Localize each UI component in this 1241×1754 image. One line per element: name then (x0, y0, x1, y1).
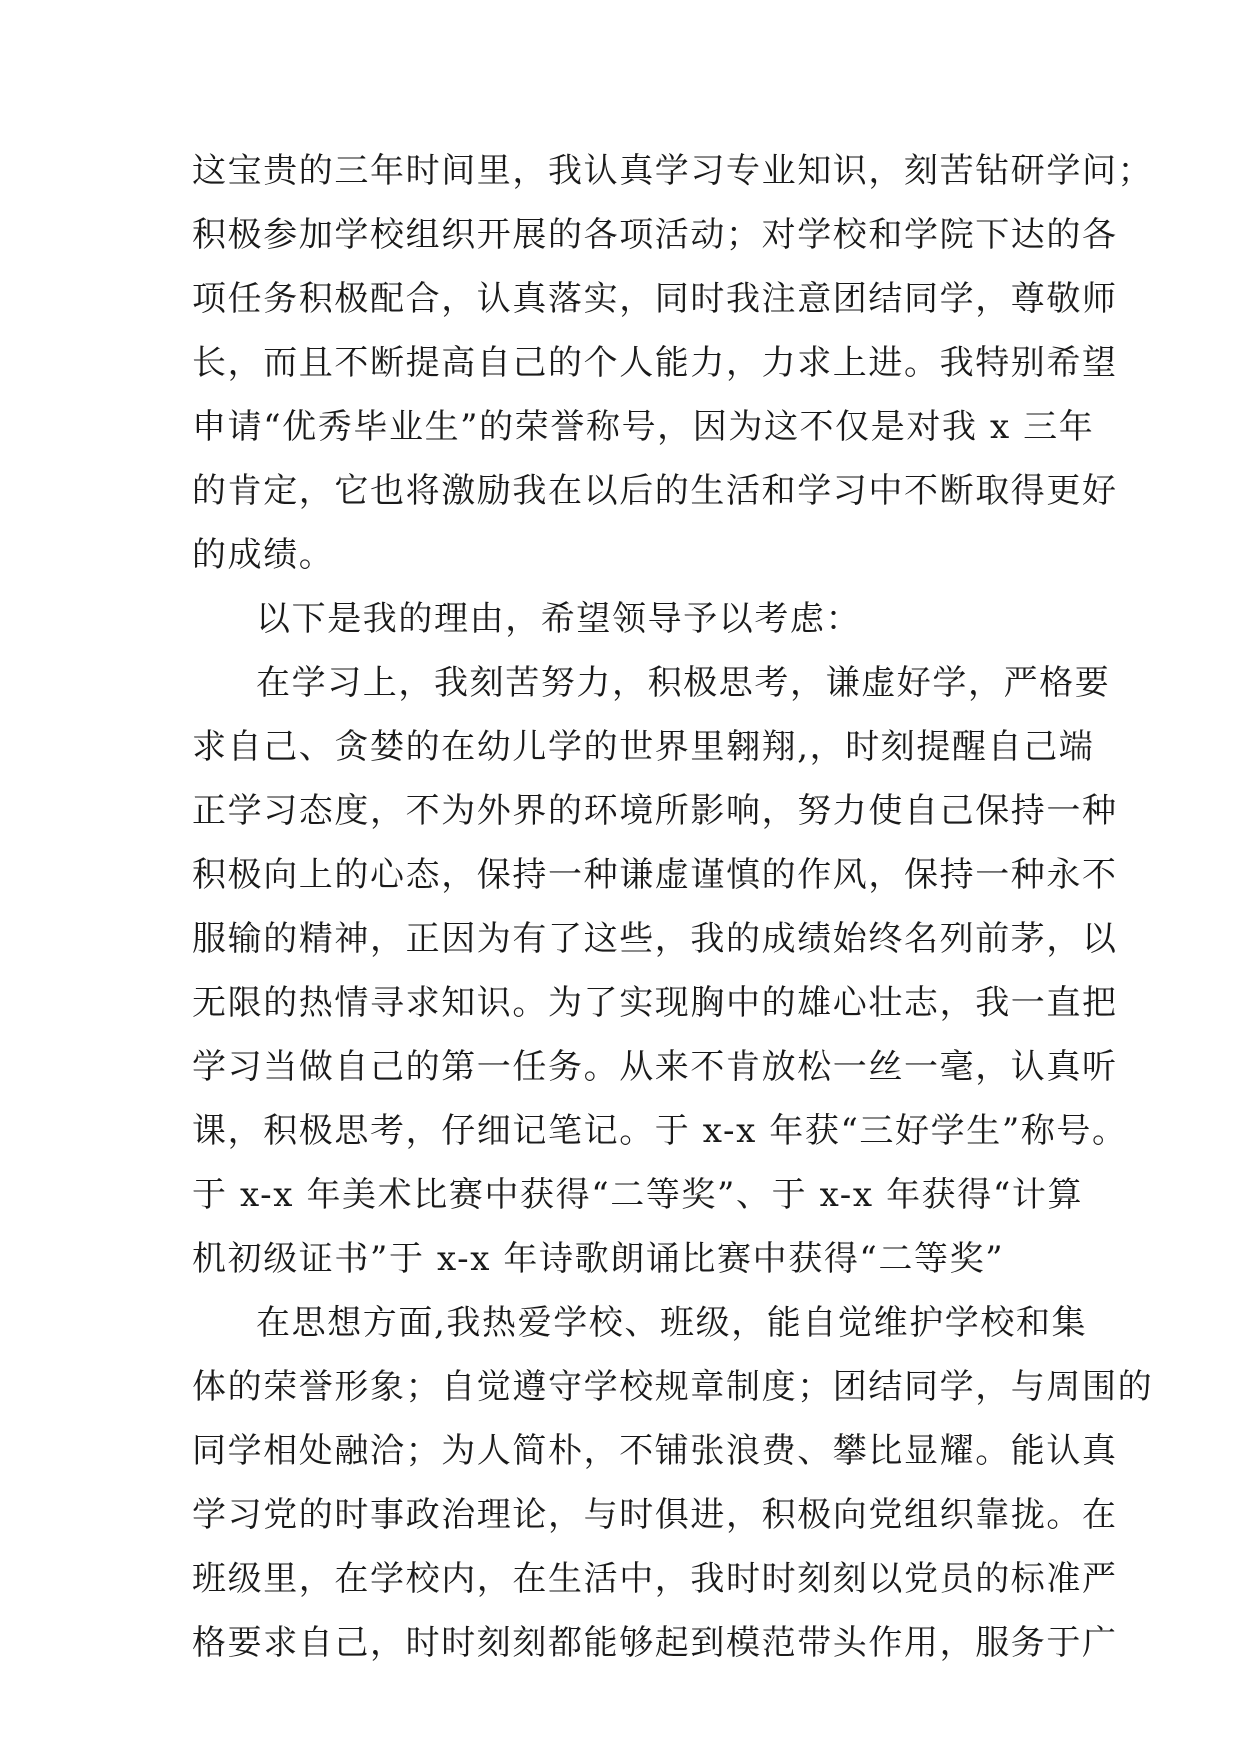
text-line: 的成绩。 (192, 535, 335, 575)
text-line: 求自己、贪婪的在幼儿学的世界里翱翔,，时刻提醒自己端 (192, 727, 1095, 767)
text-line: 长，而且不断提高自己的个人能力，力求上进。我特别希望 (192, 343, 1118, 383)
text-line: 班级里，在学校内，在生活中，我时时刻刻以党员的标准严 (192, 1559, 1118, 1599)
text-line: 课，积极思考，仔细记笔记。于 x-x 年获“三好学生”称号。 (192, 1111, 1128, 1151)
text-line: 申请“优秀毕业生”的荣誉称号，因为这不仅是对我 x 三年 (192, 407, 1095, 447)
text-line: 的肯定，它也将激励我在以后的生活和学习中不断取得更好 (192, 471, 1118, 511)
paragraph-intro: 以下是我的理由，希望领导予以考虑： (256, 599, 862, 639)
text-line: 积极参加学校组织开展的各项活动；对学校和学院下达的各 (192, 215, 1118, 255)
text-line: 同学相处融洽；为人简朴，不铺张浪费、攀比显耀。能认真 (192, 1431, 1118, 1471)
paragraph-study-start: 在学习上，我刻苦努力，积极思考，谦虚好学，严格要 (256, 663, 1111, 703)
text-line: 机初级证书”于 x-x 年诗歌朗诵比赛中获得“二等奖” (192, 1239, 1005, 1279)
text-line: 体的荣誉形象；自觉遵守学校规章制度；团结同学，与周围的 (192, 1367, 1154, 1407)
text-line: 服输的精神，正因为有了这些，我的成绩始终名列前茅，以 (192, 919, 1118, 959)
paragraph-thought-start: 在思想方面,我热爱学校、班级，能自觉维护学校和集 (256, 1303, 1088, 1343)
text-line: 项任务积极配合，认真落实，同时我注意团结同学，尊敬师 (192, 279, 1118, 319)
text-line: 积极向上的心态，保持一种谦虚谨慎的作风，保持一种永不 (192, 855, 1118, 895)
text-line: 于 x-x 年美术比赛中获得“二等奖”、于 x-x 年获得“计算 (192, 1175, 1084, 1215)
text-line: 格要求自己，时时刻刻都能够起到模范带头作用，服务于广 (192, 1623, 1118, 1663)
text-line: 学习党的时事政治理论，与时俱进，积极向党组织靠拢。在 (192, 1495, 1118, 1535)
text-line: 无限的热情寻求知识。为了实现胸中的雄心壮志，我一直把 (192, 983, 1118, 1023)
text-line: 学习当做自己的第一任务。从来不肯放松一丝一毫，认真听 (192, 1047, 1118, 1087)
text-line: 正学习态度，不为外界的环境所影响，努力使自己保持一种 (192, 791, 1118, 831)
text-line: 这宝贵的三年时间里，我认真学习专业知识，刻苦钻研学问； (192, 151, 1154, 191)
